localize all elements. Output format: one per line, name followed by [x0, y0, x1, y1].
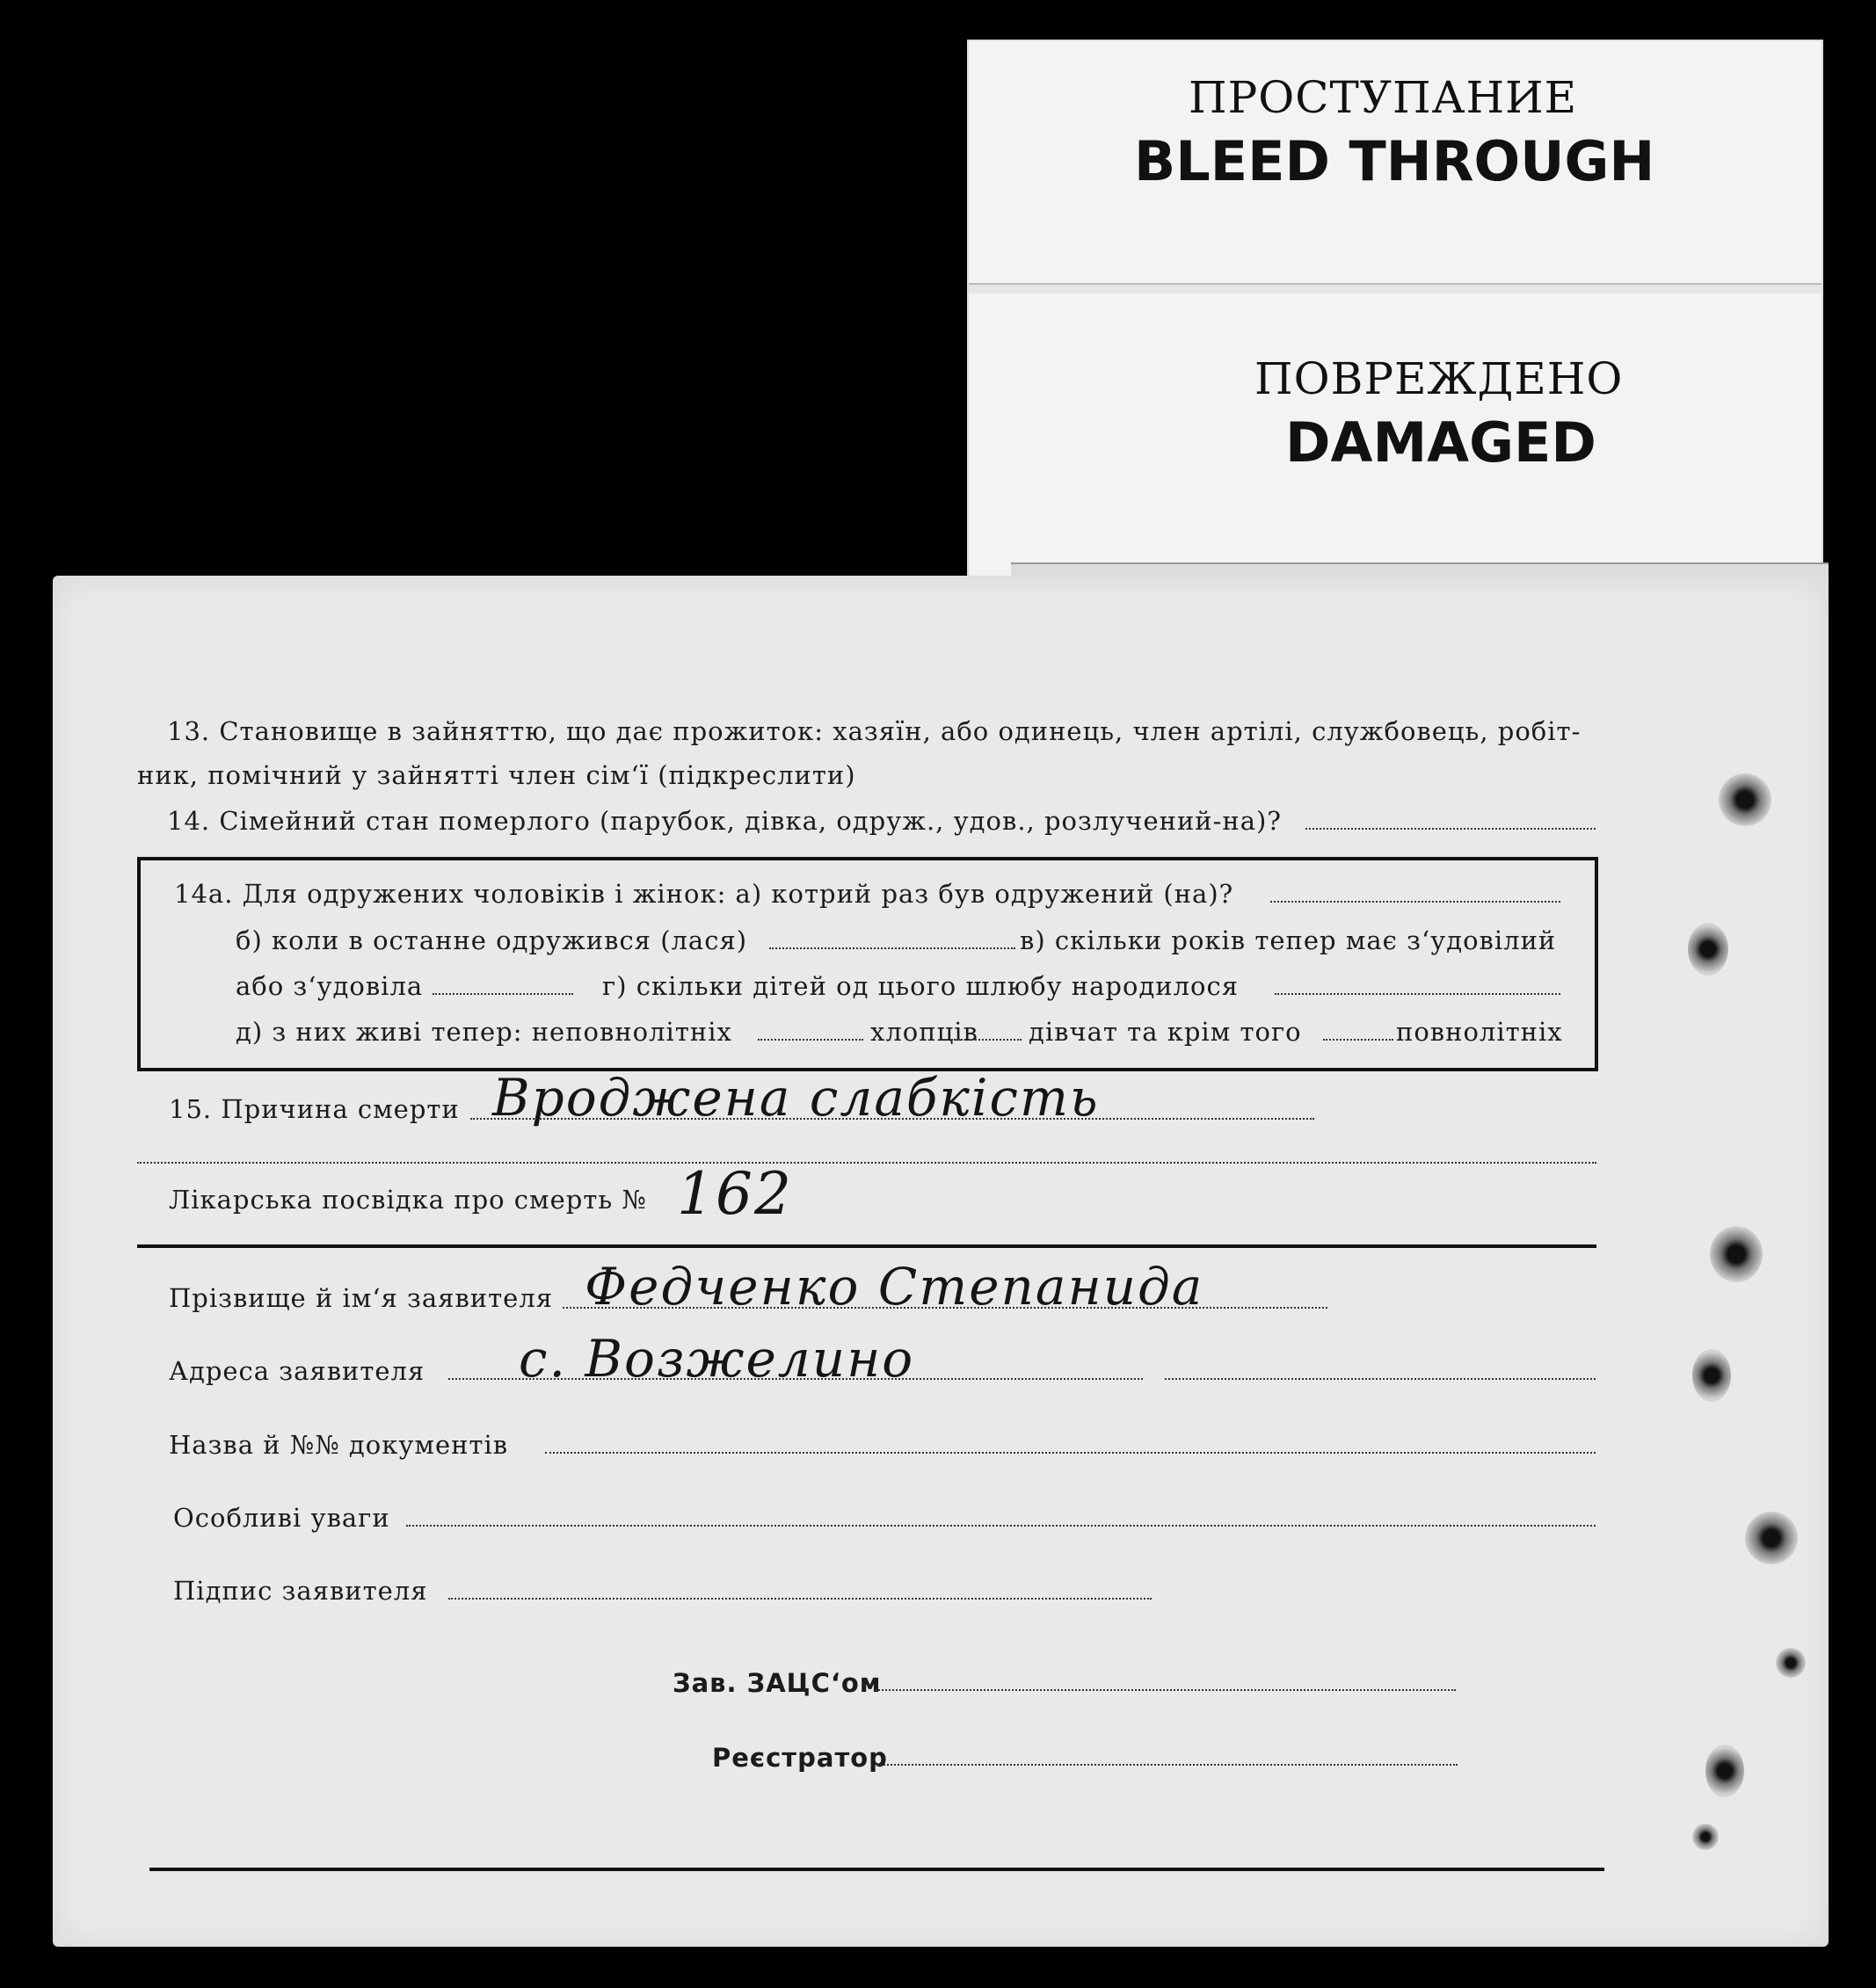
documents-line	[545, 1452, 1596, 1454]
q15-label: 15. Причина смерти	[169, 1094, 460, 1124]
q14a-answer-line-g	[1275, 993, 1560, 995]
archive-status-card	[967, 40, 1823, 579]
damage-hole	[1710, 1226, 1763, 1282]
card-divider	[969, 283, 1821, 294]
q14a-line3-a: або з‘удовіла	[236, 971, 424, 1001]
q14a-line1: 14а. Для одружених чоловіків і жінок: а) котрий раз був одружений (на)?	[174, 879, 1234, 909]
q14a-answer-line-boys	[951, 1039, 1022, 1041]
head-signature-line	[876, 1689, 1456, 1691]
q14-text: 14. Сімейний стан померлого (парубок, дівка, одруж., удов., розлучений-на)?	[167, 806, 1282, 836]
damage-hole	[1745, 1512, 1798, 1564]
q14-answer-line	[1305, 828, 1596, 830]
damaged-label-en: DAMAGED	[1285, 410, 1596, 475]
certificate-label: Лікарська посвідка про смерть №	[169, 1185, 647, 1215]
damaged-label-ru: ПОВРЕЖДЕНО	[1254, 353, 1624, 404]
q14a-line4-a: д) з них живі тепер: неповнолітніх	[236, 1017, 732, 1047]
q13-line2: ник, помічний у зайнятті член сім‘ї (підкреслити)	[137, 760, 856, 790]
bottom-rule	[149, 1868, 1604, 1871]
q14a-answer-line-girls	[1323, 1039, 1393, 1041]
registrar-label: Реєстратор	[712, 1743, 888, 1773]
certificate-number-handwritten: 162	[677, 1160, 793, 1228]
damage-hole	[1719, 773, 1771, 826]
q14a-answer-line-v	[433, 993, 573, 995]
damage-hole	[1688, 923, 1728, 976]
q13-line1: 13. Становище в зайняттю, що дає прожиток: хазяїн, або одинець, член артілі, службовець, робіт-	[167, 716, 1582, 746]
damage-hole	[1692, 1824, 1719, 1850]
q15-answer-line-2	[137, 1162, 1596, 1164]
bleed-through-label-en: BLEED THROUGH	[1134, 129, 1655, 193]
q14a-line2-a: б) коли в останне одружився (лася)	[236, 925, 748, 955]
applicant-address-line-2	[1165, 1378, 1596, 1380]
damage-hole	[1692, 1349, 1731, 1402]
q14a-line4-d: повнолітніх	[1396, 1017, 1563, 1047]
notes-line	[406, 1525, 1596, 1527]
notes-label: Особливі уваги	[173, 1503, 390, 1533]
bleed-through-label-ru: ПРОСТУПАНИЕ	[1189, 72, 1578, 123]
registrar-signature-line	[877, 1764, 1458, 1766]
signature-label: Підпис заявителя	[173, 1576, 428, 1606]
signature-line	[448, 1598, 1152, 1600]
applicant-address-label: Адреса заявителя	[169, 1356, 425, 1386]
q14a-answer-line-a	[1270, 901, 1560, 903]
q14a-answer-line-b	[769, 947, 1015, 949]
q14a-line4-b: хлопців	[870, 1017, 978, 1047]
q14a-answer-line-minors	[758, 1039, 863, 1041]
section-divider	[137, 1244, 1596, 1248]
q14a-line3-b: г) скільки дітей од цього шлюбу народилося	[602, 971, 1240, 1001]
applicant-address-handwritten: с. Возжелино	[519, 1329, 915, 1389]
documents-label: Назва й №№ документів	[169, 1430, 509, 1460]
q14a-line4-c: дівчат та крім того	[1029, 1017, 1302, 1047]
applicant-name-handwritten: Федченко Степанида	[585, 1257, 1204, 1317]
q15-handwritten-cause: Вроджена слабкість	[492, 1068, 1100, 1128]
applicant-name-label: Прізвище й ім‘я заявителя	[169, 1283, 554, 1313]
damage-hole	[1705, 1745, 1744, 1797]
q14a-line2-b: в) скільки років тепер має з‘удовілий	[1020, 925, 1557, 955]
damage-hole	[1776, 1648, 1806, 1678]
head-label: Зав. ЗАЦС‘ом	[673, 1668, 882, 1698]
